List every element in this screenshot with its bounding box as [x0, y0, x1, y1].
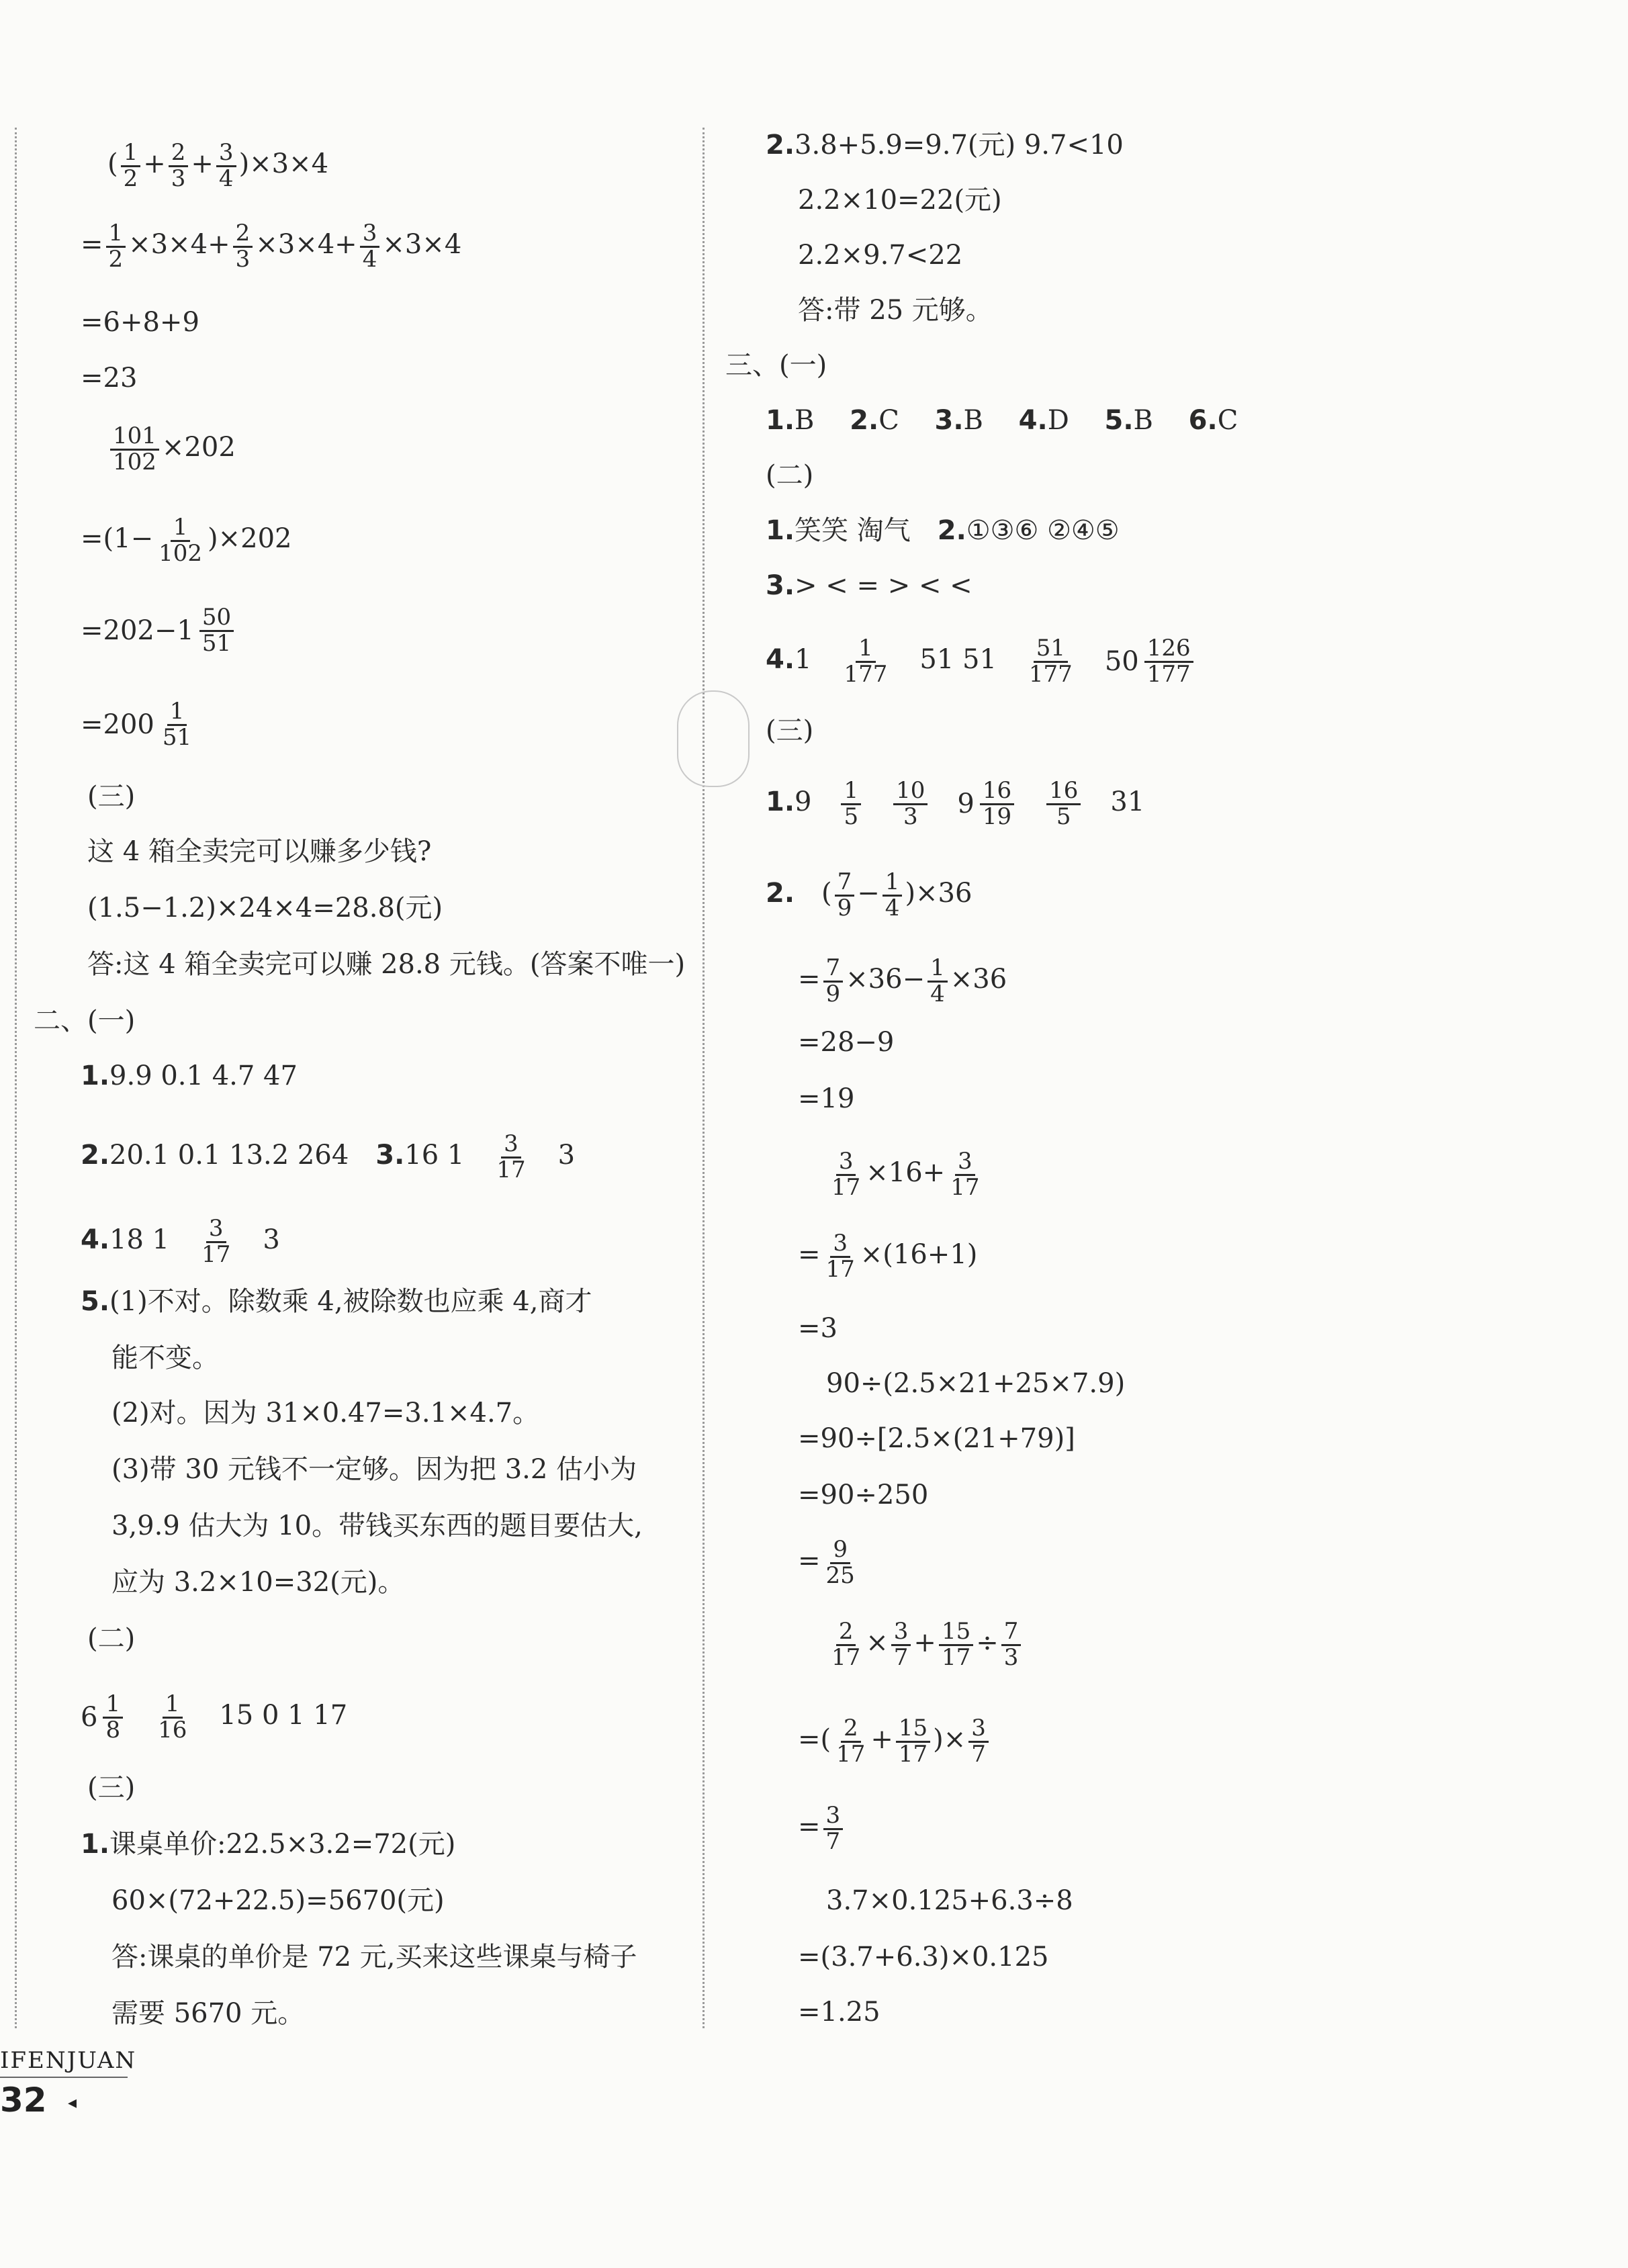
left-line-15: 2.20.1 0.1 13.2 264 3.16 1 $\frac{3}{17}$ 3 [81, 1130, 576, 1183]
faint-stamp-mark [677, 690, 750, 787]
left-line-12: 答:这 4 箱全卖完可以赚 28.8 元钱。(答案不唯一) [87, 949, 686, 980]
right-line-22: =90÷250 [798, 1480, 929, 1510]
right-line-21: =90÷[2.5×(21+79)] [798, 1423, 1075, 1454]
right-line-29: =1.25 [798, 1997, 880, 2028]
left-margin-rule [15, 128, 17, 2028]
footer-brand: IFENJUAN [0, 2047, 137, 2074]
left-line-16: 4.18 1 $\frac{3}{17}$ 3 [81, 1215, 280, 1268]
left-line-29: 需要 5670 元。 [111, 1998, 305, 2029]
right-line-20: 90÷(2.5×21+25×7.9) [826, 1368, 1126, 1399]
left-line-26: 1.课桌单价:22.5×3.2=72(元) [81, 1829, 456, 1860]
right-line-08: 1.笑笑 淘气 2.①③⑥ ②④⑤ [766, 515, 1120, 546]
right-line-27: 3.7×0.125+6.3÷8 [826, 1885, 1073, 1916]
right-line-19: =3 [798, 1313, 838, 1344]
left-line-05: $\frac{101}{102}$ ×202 [107, 424, 236, 474]
left-line-17: 5.(1)不对。除数乘 4,被除数也应乘 4,商才 [81, 1286, 592, 1317]
right-line-12: 1.9 $\frac{1}{5}$ $\frac{10}{3}$ 9 16 19 $\frac{16}{5}$ 31 [766, 777, 1145, 830]
left-line-08: =200 1 51 [81, 698, 192, 751]
left-line-25: (三) [87, 1772, 136, 1803]
left-line-19: (2)对。因为 31×0.47=3.1×4.7。 [111, 1398, 540, 1428]
left-line-03: =6+8+9 [81, 307, 199, 338]
left-line-02: = $\frac{1}{2}$ ×3×4+ $\frac{2}{3}$ ×3×4+ $\frac{3}{4}$ ×3×4 [81, 220, 462, 273]
left-line-10: 这 4 箱全卖完可以赚多少钱? [87, 836, 432, 867]
right-line-03: 2.2×9.7<22 [798, 240, 963, 271]
right-line-24: $\frac{2}{17}$ × $\frac{3}{7}$ + $\frac{15}{17}$ ÷ $\frac{7}{3}$ [826, 1620, 1024, 1670]
left-line-04: =23 [81, 363, 138, 394]
left-line-23: (二) [87, 1623, 136, 1654]
right-line-17: $\frac{3}{17}$ ×16+ $\frac{3}{17}$ [831, 1148, 980, 1201]
left-line-24: 6 1 8 $\frac{1}{16}$ 15 0 1 17 [81, 1690, 348, 1743]
right-line-07: (二) [766, 460, 814, 491]
left-line-06: =(1− $\frac{1}{102}$ )×202 [81, 514, 292, 567]
right-heading-3-1: 三、(一) [725, 350, 827, 381]
right-line-23: = $\frac{9}{25}$ [798, 1536, 855, 1589]
left-line-11: (1.5−1.2)×24×4=28.8(元) [87, 893, 443, 923]
right-line-16: =19 [798, 1083, 855, 1114]
right-line-11: (三) [766, 715, 814, 746]
page-number-value: 32 [0, 2081, 47, 2120]
right-line-10: 4.1 $\frac{1}{177}$ 51 51 $\frac{51}{177}$ 50 126 177 [766, 637, 1196, 686]
right-line-15: =28−9 [798, 1027, 895, 1058]
left-line-07: =202−1 50 51 [81, 606, 236, 655]
right-line-18: = $\frac{3}{17}$ ×(16+1) [798, 1230, 978, 1283]
right-line-14: = $\frac{7}{9}$ ×36− $\frac{1}{4}$ ×36 [798, 954, 1007, 1007]
footer-divider [0, 2077, 128, 2078]
right-line-02: 2.2×10=22(元) [798, 185, 1002, 216]
right-line-25: =( $\frac{2}{17}$ + $\frac{15}{17}$ )× $\frac{3}{7}$ [798, 1717, 991, 1766]
right-line-01: 2.3.8+5.9=9.7(元) 9.7<10 [766, 130, 1124, 161]
left-line-21: 3,9.9 估大为 10。带钱买东西的题目要估大, [111, 1510, 643, 1541]
right-line-13: 2. ( $\frac{7}{9}$ − $\frac{1}{4}$ )×36 [766, 868, 973, 921]
page-number [0, 2081, 77, 2120]
left-line-27: 60×(72+22.5)=5670(元) [111, 1885, 445, 1916]
right-line-04: 答:带 25 元够。 [798, 295, 993, 326]
right-line-26: = $\frac{3}{7}$ [798, 1804, 846, 1854]
arrow-left-icon: ◂ [68, 2092, 77, 2113]
left-line-20: (3)带 30 元钱不一定够。因为把 3.2 估小为 [111, 1454, 637, 1485]
left-line-18: 能不变。 [111, 1343, 219, 1373]
left-line-01: ( $\frac{1}{2}$ + $\frac{2}{3}$ + $\frac{3}{4}$ )×3×4 [107, 139, 329, 192]
right-line-06: 1.B 2.C 3.B 4.D 5.B 6.C [766, 405, 1238, 436]
left-line-28: 答:课桌的单价是 72 元,买来这些课桌与椅子 [111, 1942, 637, 1972]
right-line-09: 3.> < = > < < [766, 570, 973, 601]
left-line-22: 应为 3.2×10=32(元)。 [111, 1567, 405, 1598]
left-line-09: (三) [87, 781, 136, 812]
column-divider [703, 128, 705, 2028]
right-line-28: =(3.7+6.3)×0.125 [798, 1942, 1049, 1972]
left-line-14: 1.9.9 0.1 4.7 47 [81, 1060, 298, 1091]
left-heading-2-1: 二、(一) [34, 1005, 136, 1036]
